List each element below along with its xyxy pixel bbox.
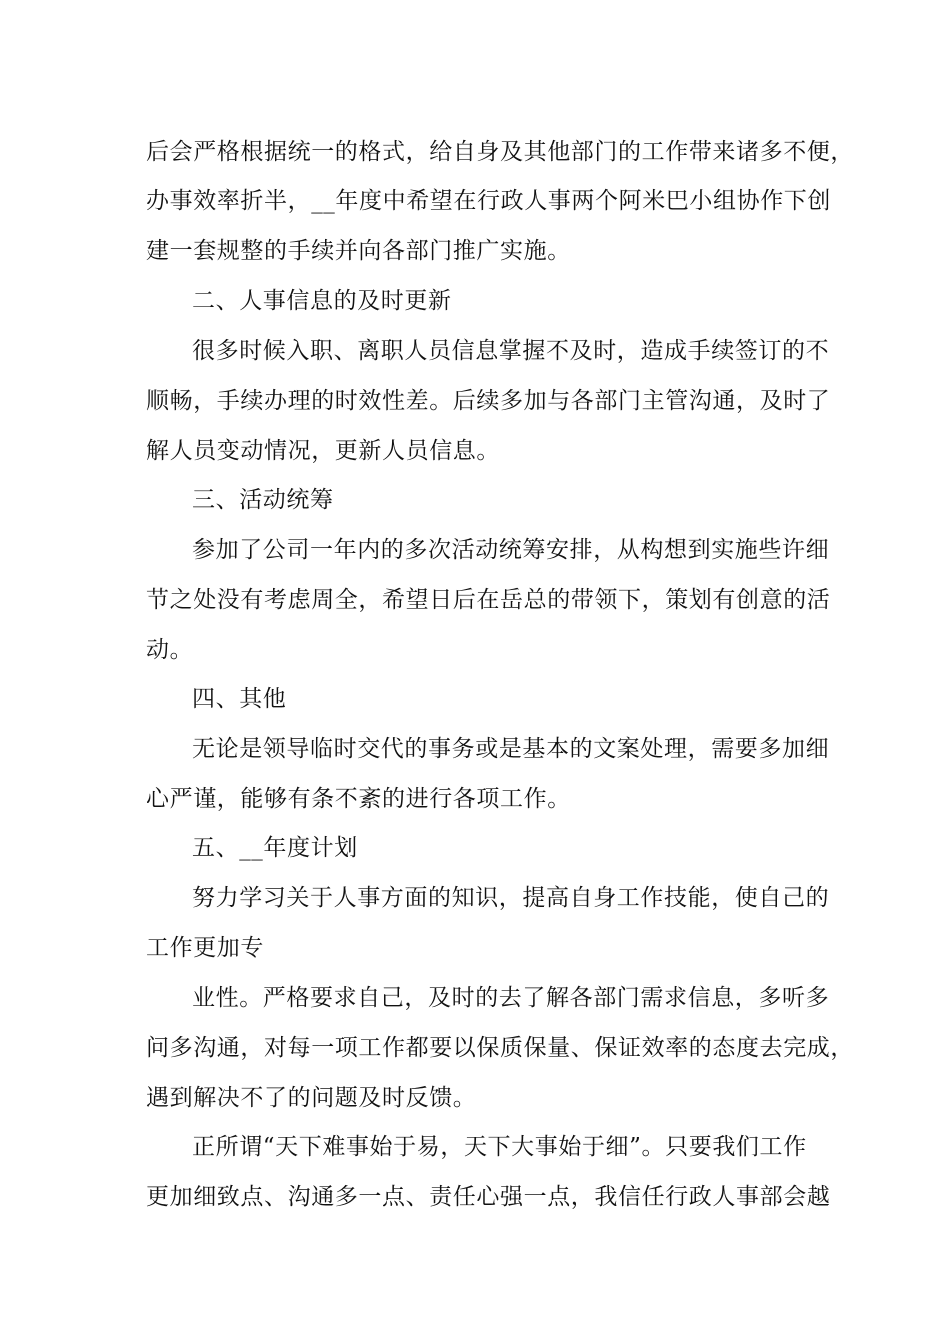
text-line-7: 解人员变动情况，更新人员信息。	[146, 438, 500, 464]
text-line-3: 建一套规整的手续并向各部门推广实施。	[146, 238, 571, 264]
text-line-20: 遇到解决不了的问题及时反馈。	[146, 1085, 477, 1111]
text-line-9: 参加了公司一年内的多次活动统筹安排，从构想到实施些许细	[192, 537, 830, 563]
text-line-17: 工作更加专	[146, 935, 264, 961]
text-line-6: 顺畅，手续办理的时效性差。后续多加与各部门主管沟通，及时了	[146, 388, 831, 414]
text-line-18: 业性。严格要求自己，及时的去了解各部门需求信息，多听多	[192, 985, 830, 1011]
text-line-1: 后会严格根据统一的格式，给自身及其他部门的工作带来诸多不便，	[146, 139, 854, 165]
text-line-22: 更加细致点、沟通多一点、责任心强一点，我信任行政人事部会越	[146, 1184, 831, 1210]
text-line-5: 很多时候入职、离职人员信息掌握不及时，造成手续签订的不	[192, 338, 830, 364]
text-line-21: 正所谓“天下难事始于易，天下大事始于细”。只要我们工作	[192, 1134, 807, 1160]
text-line-10: 节之处没有考虑周全，希望日后在岳总的带领下，策划有创意的活	[146, 587, 831, 613]
text-line-2: 办事效率折半，__年度中希望在行政人事两个阿米巴小组协作下创	[146, 188, 831, 214]
text-line-11: 动。	[146, 637, 194, 663]
text-line-19: 问多沟通，对每一项工作都要以保质保量、保证效率的态度去完成，	[146, 1035, 854, 1061]
section-heading-2: 二、人事信息的及时更新	[192, 288, 452, 314]
text-line-13: 无论是领导临时交代的事务或是基本的文案处理，需要多加细	[192, 736, 830, 762]
text-line-16: 努力学习关于人事方面的知识，提高自身工作技能，使自己的	[192, 885, 830, 911]
section-heading-3: 三、活动统筹	[192, 487, 334, 513]
text-line-14: 心严谨，能够有条不紊的进行各项工作。	[146, 786, 571, 812]
section-heading-4: 四、其他	[192, 686, 287, 712]
section-heading-5: 五、__年度计划	[192, 835, 358, 861]
